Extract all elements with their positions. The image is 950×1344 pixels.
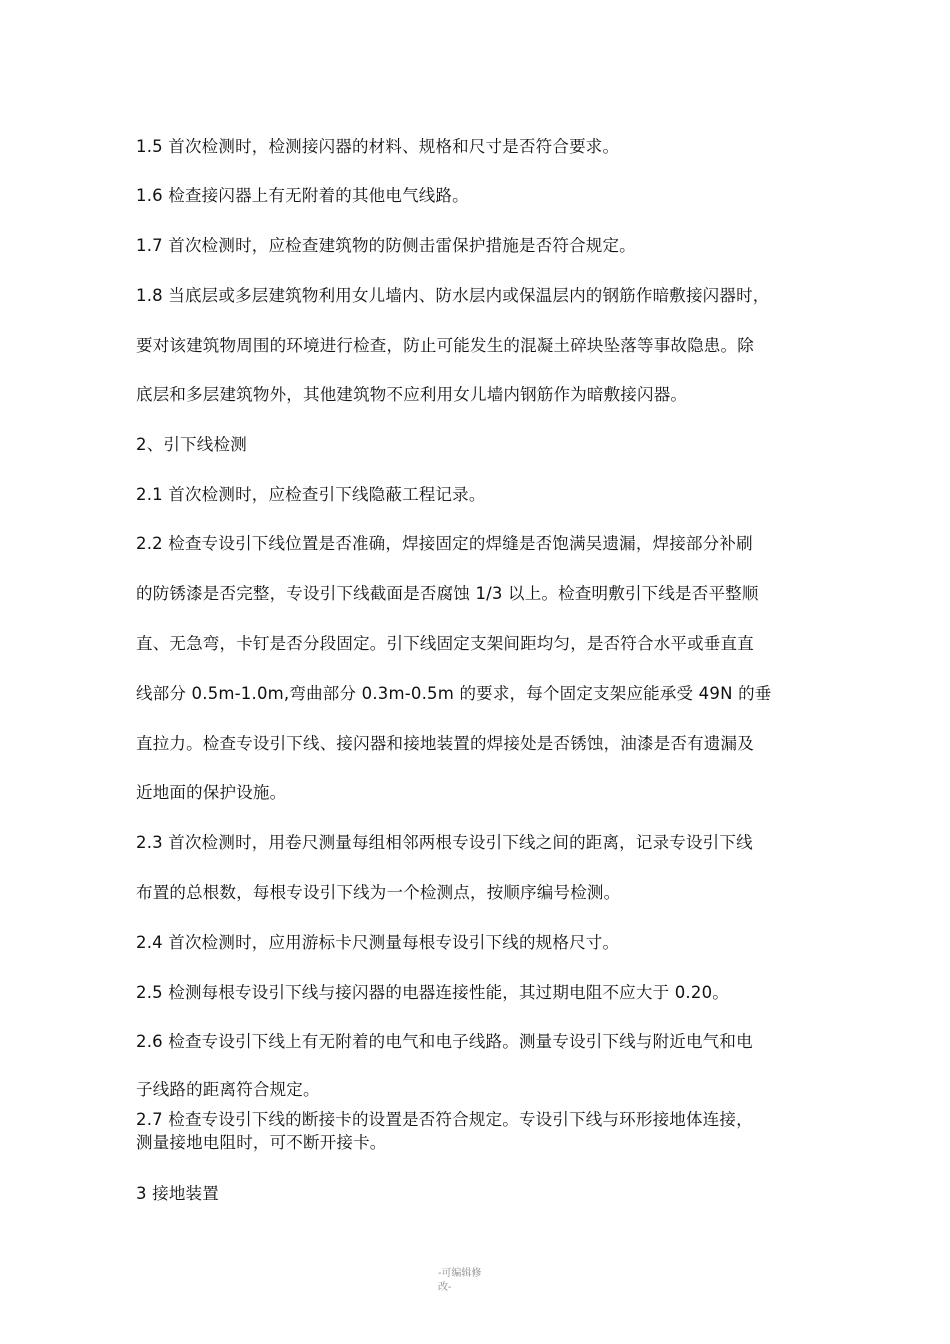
paragraph-2-2-line-2: 的防锈漆是否完整，专设引下线截面是否腐蚀 1/3 以上。检查明敷引下线是否平整顺 xyxy=(136,584,759,603)
paragraph-2-2-line-3: 直、无急弯，卡钉是否分段固定。引下线固定支架间距均匀，是否符合水平或垂直直 xyxy=(136,634,754,653)
paragraph-2-3-line-1: 2.3 首次检测时，用卷尺测量每组相邻两根专设引下线之间的距离，记录专设引下线 xyxy=(136,833,753,852)
paragraph-2-5: 2.5 检测每根专设引下线与接闪器的电器连接性能，其过期电阻不应大于 0.20。 xyxy=(136,983,729,1002)
paragraph-2-2-line-6: 近地面的保护设施。 xyxy=(136,783,287,802)
paragraph-2-3-line-2: 布置的总根数，每根专设引下线为一个检测点，按顺序编号检测。 xyxy=(136,883,621,902)
paragraph-2-6-line-2: 子线路的距离符合规定。 xyxy=(136,1080,320,1099)
paragraph-2-4: 2.4 首次检测时，应用游标卡尺测量每根专设引下线的规格尺寸。 xyxy=(136,933,620,952)
footer-editable-note-line-1: -可编辑修 xyxy=(438,1268,482,1279)
paragraph-2-2-line-5: 直拉力。检查专设引下线、接闪器和接地装置的焊接处是否锈蚀，油漆是否有遗漏及 xyxy=(136,734,754,753)
paragraph-2-7-line-1: 2.7 检查专设引下线的断接卡的设置是否符合规定。专设引下线与环形接地体连接， xyxy=(136,1110,753,1129)
paragraph-1-7: 1.7 首次检测时，应检查建筑物的防侧击雷保护措施是否符合规定。 xyxy=(136,236,636,255)
paragraph-2-2-line-4: 线部分 0.5m-1.0m,弯曲部分 0.3m-0.5m 的要求，每个固定支架应能承受 49N 的垂 xyxy=(136,684,772,703)
footer-editable-note-line-2: 改- xyxy=(438,1282,452,1293)
section-heading-2: 2、引下线检测 xyxy=(136,435,247,454)
paragraph-1-6: 1.6 检查接闪器上有无附着的其他电气线路。 xyxy=(136,186,469,205)
paragraph-1-8-line-1: 1.8 当底层或多层建筑物利用女儿墙内、防水层内或保温层内的钢筋作暗敷接闪器时， xyxy=(136,286,770,305)
paragraph-1-8-line-3: 底层和多层建筑物外，其他建筑物不应利用女儿墙内钢筋作为暗敷接闪器。 xyxy=(136,385,688,404)
paragraph-1-8-line-2: 要对该建筑物周围的环境进行检查，防止可能发生的混凝土碎块坠落等事故隐患。除 xyxy=(136,336,754,355)
paragraph-2-7-line-2: 测量接地电阻时，可不断开接卡。 xyxy=(136,1133,387,1152)
section-heading-3: 3 接地装置 xyxy=(136,1184,219,1203)
paragraph-2-6-line-1: 2.6 检查专设引下线上有无附着的电气和电子线路。测量专设引下线与附近电气和电 xyxy=(136,1032,753,1051)
paragraph-1-5: 1.5 首次检测时，检测接闪器的材料、规格和尺寸是否符合要求。 xyxy=(136,137,620,156)
paragraph-2-2-line-1: 2.2 检查专设引下线位置是否准确，焊接固定的焊缝是否饱满吴遗漏，焊接部分补刷 xyxy=(136,534,753,553)
paragraph-2-1: 2.1 首次检测时，应检查引下线隐蔽工程记录。 xyxy=(136,485,486,504)
